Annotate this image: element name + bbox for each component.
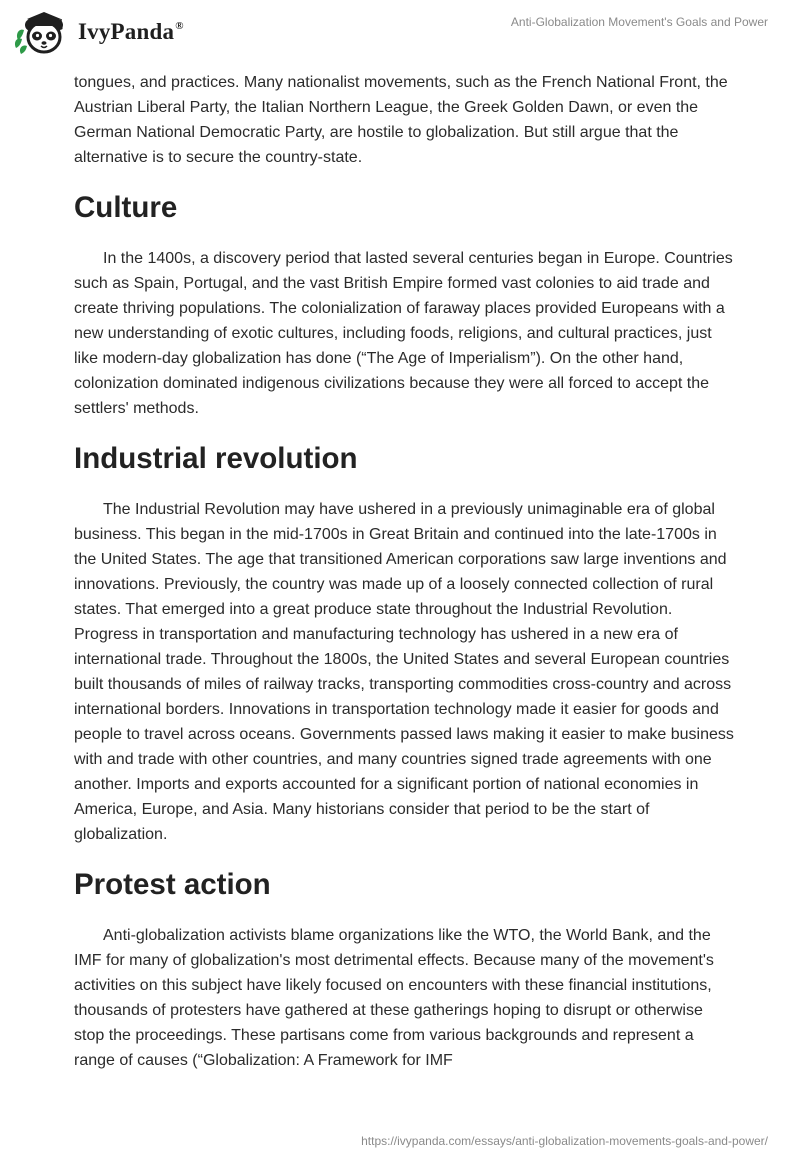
essay-body [74, 70, 734, 1073]
ivypanda-logo[interactable] [14, 8, 184, 56]
section-heading-industrial-revolution: Industrial revolution [74, 442, 358, 475]
section-paragraph-industrial-revolution: The Industrial Revolution may have ushered in a previously unimaginable era of global business. This began in the mid-1700s in Great Britain and continued into the late-1700s in the United States. The age that transitioned American corporations saw large inventions and innovations. Previously, the country was made up of a loosely connected collection of rural states. That emerged into a great produce state throughout the Industrial Revolution. Progress in transportation and manufacturing technology has ushered in a new era of international trade. Throughout the 1800s, the United States and several European countries built thousands of miles of railway tracks, transporting commodities cross-country and across international borders. Innovations in transportation technology made it easier for goods and people to travel across oceans. Governments passed laws making it easier to make business with and trade with other countries, and many countries signed trade agreements with one another. Imports and exports accounted for a significant portion of national economies in America, Europe, and Asia. Many historians consider that period to be the start of globalization. [74, 501, 734, 843]
registered-mark: ® [175, 20, 184, 32]
panda-graduate-icon [14, 8, 72, 56]
section-heading-protest-action: Protest action [74, 868, 271, 901]
document-title: Anti-Globalization Movement's Goals and Power [510, 15, 768, 29]
section-paragraph-protest-action: Anti-globalization activists blame organizations like the WTO, the World Bank, and the IMF for many of globalization's most detrimental effects. Because many of the movement's activities on this subject have likely focused on encounters with these financial institutions, thousands of protesters have gathered at these gatherings hoping to disrupt or otherwise stop the proceedings. These partisans come from various backgrounds and represent a range of causes (“Globalization: A Framework for IMF [74, 927, 714, 1069]
brand-name: IvyPanda® [78, 19, 184, 44]
footer-url-link[interactable]: https://ivypanda.com/essays/anti-globalization-movements-goals-and-power/ [361, 1134, 768, 1148]
intro-paragraph: tongues, and practices. Many nationalist movements, such as the French National Front, the Austrian Liberal Party, the Italian Northern League, the Greek Golden Dawn, or even the German National Democratic Party, are hostile to globalization. But still argue that the alternative is to secure the country-state. [74, 74, 728, 166]
section-heading-culture: Culture [74, 191, 178, 224]
section-paragraph-culture: In the 1400s, a discovery period that lasted several centuries began in Europe. Countries such as Spain, Portugal, and the vast British Empire formed vast colonies to aid trade and create thriving populations. The colonialization of faraway places provided Europeans with a new understanding of exotic cultures, including foods, religions, and cultural practices, just like modern-day globalization has done (“The Age of Imperialism”). On the other hand, colonization dominated indigenous civilizations because they were all forced to accept the settlers' methods. [74, 250, 733, 417]
page-header [0, 0, 800, 64]
